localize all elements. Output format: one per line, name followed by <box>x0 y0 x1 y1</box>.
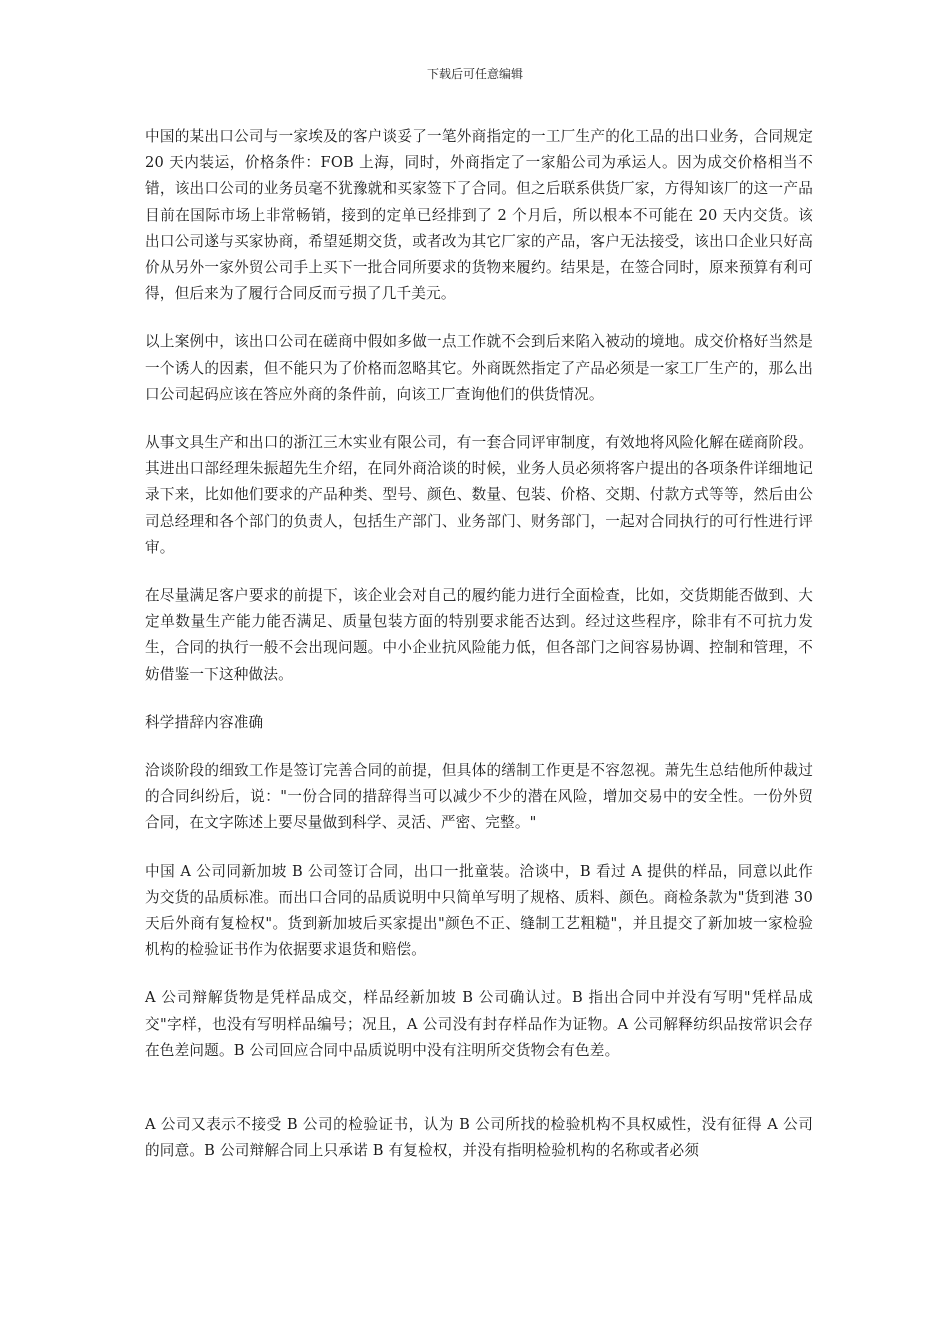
paragraph-childrenswear-case: 中国 A 公司同新加坡 B 公司签订合同，出口一批童装。洽谈中，B 看过 A 提供的样品，同意以此作为交货的品质标准。而出口合同的品质说明中只简单写明了规格、质料、颜色。商检条款为"货到港 30 天后外商有复检权"。货到新加坡后买家提出"颜色不正、缝制工艺粗糙"，并且提交了新加坡一家检验机构的检验证书作为依据要求退货和赔偿。 <box>145 862 813 959</box>
paragraph-sample-dispute: A 公司辩解货物是凭样品成交，样品经新加坡 B 公司确认过。B 指出合同中并没有写明"凭样品成交"字样，也没有写明样品编号；况且，A 公司没有封存样品作为证物。A 公司解释纺织品按常识会存在色差问题。B 公司回应合同中品质说明中没有注明所交货物会有色差。 <box>145 989 813 1059</box>
document-body <box>145 124 813 1187</box>
paragraph-inspection-dispute: A 公司又表示不接受 B 公司的检验证书，认为 B 公司所找的检验机构不具权威性，没有征得 A 公司的同意。B 公司辩解合同上只承诺 B 有复检权，并没有指明检验机构的名称或者必须 <box>145 1116 813 1160</box>
page-header: 下载后可任意编辑 <box>426 67 523 81</box>
paragraph-case-intro: 中国的某出口公司与一家埃及的客户谈妥了一笔外商指定的一工厂生产的化工品的出口业务，合同规定 20 天内装运，价格条件：FOB 上海，同时，外商指定了一家船公司为承运人。因为成交价格相当不错，该出口公司的业务员毫不犹豫就和买家签下了合同。但之后联系供货厂家，方得知该厂的这一产品目前在国际市场上非常畅销，接到的定单已经排到了 2 个月后，所以根本不可能在 20 天内交货。该出口公司遂与买家协商，希望延期交货，或者改为其它厂家的产品，客户无法接受，该出口企业只好高价从另外一家外贸公司手上买下一批合同所要求的货物来履约。结果是，在签合同时，原来预算有利可得，但后来为了履行合同反而亏损了几千美元。 <box>145 128 813 303</box>
section-heading: 科学措辞内容准确 <box>145 713 264 731</box>
paragraph-contract-review: 从事文具生产和出口的浙江三木实业有限公司，有一套合同评审制度，有效地将风险化解在磋商阶段。其进出口部经理朱振超先生介绍，在同外商洽谈的时候，业务人员必须将客户提出的各项条件详细地记录下来，比如他们要求的产品种类、型号、颜色、数量、包装、价格、交期、付款方式等等，然后由公司总经理和各个部门的负责人，包括生产部门、业务部门、财务部门，一起对合同执行的可行性进行评审。 <box>145 434 813 556</box>
paragraph-case-analysis: 以上案例中，该出口公司在磋商中假如多做一点工作就不会到后来陷入被动的境地。成交价格好当然是一个诱人的因素，但不能只为了价格而忽略其它。外商既然指定了产品必须是一家工厂生产的，那么出口公司起码应该在答应外商的条件前，向该工厂查询他们的供货情况。 <box>145 333 813 403</box>
paragraph-capability-check: 在尽量满足客户要求的前提下，该企业会对自己的履约能力进行全面检查，比如，交货期能否做到、大定单数量生产能力能否满足、质量包装方面的特别要求能否达到。经过这些程序，除非有不可抗力发生，合同的执行一般不会出现问题。中小企业抗风险能力低，但各部门之间容易协调、控制和管理，不妨借鉴一下这种做法。 <box>145 587 813 683</box>
paragraph-wording: 洽谈阶段的细致工作是签订完善合同的前提，但具体的缮制工作更是不容忽视。萧先生总结他所仲裁过的合同纠纷后，说："一份合同的措辞得当可以减少不少的潜在风险，增加交易中的安全性。一份外贸合同，在文字陈述上要尽量做到科学、灵活、严密、完整。" <box>145 762 813 832</box>
